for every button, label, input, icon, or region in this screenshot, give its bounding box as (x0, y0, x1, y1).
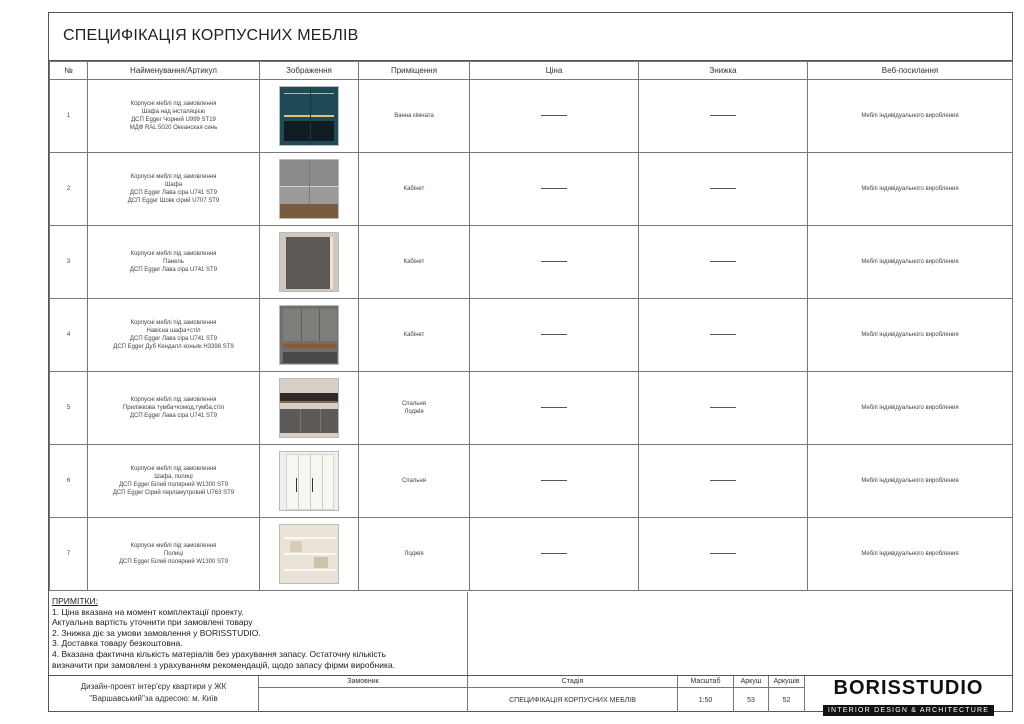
item-price (470, 299, 639, 372)
item-name: Корпусні меблі під замовлення Шафа ДСП Egger Лава сіра U741 ST9 ДСП Egger Шовк сірий U707 ST9 (88, 153, 260, 226)
dash-mark (541, 261, 567, 262)
col-header-discount: Знижка (639, 62, 808, 80)
stage-value: СПЕЦИФІКАЦІЯ КОРПУСНИХ МЕБЛІВ (509, 697, 636, 704)
dash-mark (541, 480, 567, 481)
brand-name: BORISSTUDIO (833, 677, 984, 699)
item-price (470, 80, 639, 153)
sheet-cell (734, 676, 769, 712)
dash-mark (541, 407, 567, 408)
title-row (49, 13, 1012, 61)
furniture-thumbnail (279, 378, 339, 438)
spec-sheet (48, 12, 1013, 712)
item-discount (639, 445, 808, 518)
furniture-thumbnail (279, 305, 339, 365)
dash-mark (710, 334, 736, 335)
brand-tagline: INTERIOR DESIGN & ARCHITECTURE (823, 705, 994, 716)
table-row (50, 226, 1013, 299)
notes-empty-area (468, 592, 1012, 675)
item-price (470, 445, 639, 518)
row-number: 3 (50, 226, 88, 299)
title-block (49, 675, 1012, 712)
sheet-label: Аркуш (740, 678, 762, 685)
col-header-room: Приміщення (359, 62, 470, 80)
col-header-link: Веб-посилання (808, 62, 1013, 80)
dash-mark (541, 115, 567, 116)
item-discount (639, 518, 808, 591)
item-link: Меблі індивідуального виробления (808, 518, 1013, 591)
sheets-label: Аркушів (773, 678, 800, 685)
item-price (470, 226, 639, 299)
table-row (50, 80, 1013, 153)
notes-block (49, 592, 468, 675)
note-line: Актуальна вартість уточнити при замовлені товару (52, 617, 253, 628)
sheets-cell (769, 676, 805, 712)
item-room: Лоджія (359, 518, 470, 591)
row-number: 5 (50, 372, 88, 445)
item-discount (639, 226, 808, 299)
dash-mark (710, 261, 736, 262)
col-header-name: Найменування/Артикул (88, 62, 260, 80)
furniture-thumbnail (279, 524, 339, 584)
table-row (50, 445, 1013, 518)
item-discount (639, 372, 808, 445)
client-cell (259, 676, 468, 712)
furniture-thumbnail (279, 232, 339, 292)
furniture-thumbnail (279, 159, 339, 219)
scale-label: Масштаб (690, 678, 721, 685)
item-image (260, 372, 359, 445)
dash-mark (710, 480, 736, 481)
item-name: Корпусні меблі під замовлення Навісна шафа+стіл ДСП Egger Лава сіра U741 ST9 ДСП Egger Дуб Кендалл коньяк Н3398 ST9 (88, 299, 260, 372)
item-image (260, 518, 359, 591)
table-row (50, 299, 1013, 372)
item-discount (639, 80, 808, 153)
item-room: Спальня Лоджія (359, 372, 470, 445)
item-price (470, 153, 639, 226)
item-link: Меблі індивідуального виробления (808, 372, 1013, 445)
col-header-num: № (50, 62, 88, 80)
row-number: 7 (50, 518, 88, 591)
note-line: 3. Доставка товару безкоштовна. (52, 638, 183, 649)
item-link: Меблі індивідуального виробления (808, 445, 1013, 518)
stage-label: Стадія (561, 678, 584, 685)
item-room: Кабінет (359, 153, 470, 226)
project-cell (49, 676, 259, 712)
item-name: Корпусні меблі під замовлення Приліжкова тумба+комод,тумба,стіл ДСП Egger Лава сіра U741 ST9 (88, 372, 260, 445)
col-header-image: Зображення (260, 62, 359, 80)
sheet-value: 53 (747, 697, 755, 704)
item-image (260, 80, 359, 153)
client-label: Замовник (347, 678, 379, 685)
note-line: визначити при замовлені з урахуванням рекомендацій, щодо запасу фірми виробника. (52, 659, 395, 670)
item-discount (639, 299, 808, 372)
item-price (470, 518, 639, 591)
col-header-price: Ціна (470, 62, 639, 80)
item-name: Корпусні меблі під замовлення Панель ДСП Egger Лава сіра U741 ST9 (88, 226, 260, 299)
dash-mark (541, 188, 567, 189)
page-title: СПЕЦИФІКАЦІЯ КОРПУСНИХ МЕБЛІВ (63, 27, 359, 44)
row-number: 1 (50, 80, 88, 153)
scale-value: 1:50 (698, 697, 713, 704)
furniture-thumbnail (279, 86, 339, 146)
notes-heading: ПРИМІТКИ: (52, 596, 98, 606)
item-room: Кабінет (359, 226, 470, 299)
scale-cell (678, 676, 734, 712)
project-line: Дизайн-проект інтер'єру квартири у ЖК (80, 682, 227, 691)
dash-mark (710, 115, 736, 116)
item-link: Меблі індивідуального виробления (808, 153, 1013, 226)
spec-table (49, 61, 1013, 591)
item-name: Корпусні меблі під замовлення Полиці ДСП Egger Білий полярний W1300 ST9 (88, 518, 260, 591)
table-header (50, 62, 1013, 80)
item-image (260, 226, 359, 299)
dash-mark (541, 553, 567, 554)
project-line: "Варшавський"за адресою: м. Київ (89, 694, 218, 703)
item-room: Спальня (359, 445, 470, 518)
note-line: 1. Ціна вказана на момент комплектації проекту. (52, 606, 244, 617)
brand-logo (805, 676, 1012, 712)
item-price (470, 372, 639, 445)
item-link: Меблі індивідуального виробления (808, 299, 1013, 372)
item-image (260, 299, 359, 372)
item-image (260, 445, 359, 518)
item-name: Корпусні меблі під замовлення Шафа, полиці ДСП Egger Білий полярний W1300 ST9 ДСП Egger Сірий перламутровий U763 ST9 (88, 445, 260, 518)
furniture-thumbnail (279, 451, 339, 511)
note-line: 4. Вказана фактична кількість матеріалів без урахування запасу. Остаточну кількість (52, 648, 386, 659)
dash-mark (710, 553, 736, 554)
row-number: 4 (50, 299, 88, 372)
item-discount (639, 153, 808, 226)
note-line: 2. Знижка діє за умови замовлення у BORISSTUDIO. (52, 627, 261, 638)
dash-mark (710, 188, 736, 189)
stage-cell (468, 676, 678, 712)
item-link: Меблі індивідуального виробления (808, 226, 1013, 299)
row-number: 2 (50, 153, 88, 226)
item-link: Меблі індивідуального виробления (808, 80, 1013, 153)
item-room: Ванна кімната (359, 80, 470, 153)
table-row (50, 372, 1013, 445)
item-image (260, 153, 359, 226)
sheets-value: 52 (782, 697, 791, 704)
row-number: 6 (50, 445, 88, 518)
item-name: Корпусні меблі під замовлення Шафа над інсталяцією ДСП Egger Чорний U999 ST19 МДФ RAL 5020 Океанская синь (88, 80, 260, 153)
dash-mark (541, 334, 567, 335)
item-room: Кабінет (359, 299, 470, 372)
table-row (50, 153, 1013, 226)
table-row (50, 518, 1013, 591)
dash-mark (710, 407, 736, 408)
